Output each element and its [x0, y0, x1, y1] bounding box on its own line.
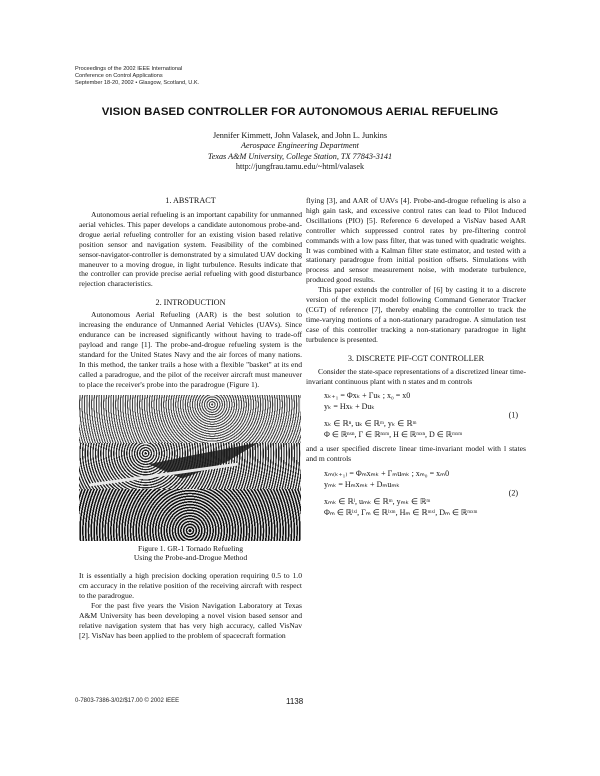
introduction-paragraph-2: It is essentially a high precision docking operation requiring 0.5 to 1.0 cm accuracy in the relative position of the receiving aircraft with respect to the paradrogue.	[79, 571, 302, 601]
equation-2-line-1: xₘ₍ₖ₊₁₎ = Φₘxₘₖ + Γₘuₘₖ ; xₘ₀ = xₘ0	[324, 469, 450, 479]
proceedings-line-3: September 18-20, 2002 • Glasgow, Scotland, U.K.	[75, 80, 200, 86]
author-department: Aerospace Engineering Department	[241, 141, 359, 151]
section-3-heading: 3. DISCRETE PIF-CGT CONTROLLER	[347, 353, 485, 363]
equation-2-line-2: yₘₖ = Hₘxₘₖ + Dₘuₘₖ	[324, 480, 400, 490]
proceedings-header	[75, 66, 199, 87]
right-column	[306, 196, 526, 522]
figure-1-caption	[79, 544, 302, 564]
author-names: Jennifer Kimmett, John Valasek, and John L. Junkins	[212, 131, 388, 140]
equation-2	[306, 468, 526, 518]
equation-2-line-3: xₘₖ ∈ ℝˡ, uₘₖ ∈ ℝᵐ, yₘₖ ∈ ℝᵐ	[324, 497, 431, 507]
right-paragraph-3: Consider the state-space representations of a discretized linear time-invariant continuous plant with n states and m controls	[306, 366, 526, 386]
figure-caption-line-1: Figure 1. GR-1 Tornado Refueling	[138, 543, 243, 553]
right-paragraph-2: This paper extends the controller of [6] by casting it to a discrete version of the explicit model following Command Generator Tracker (CGT) of reference [7], thereby enabling the controller to track the time-varying motions of a non-stationary paradrogue. A simulation test case of this controller tracking a non-stationary paradrogue in light turbulence is presented.	[306, 285, 526, 344]
author-block	[0, 131, 600, 173]
author-university: Texas A&M University, College Station, TX 77843-3141	[207, 151, 393, 161]
paper-title: VISION BASED CONTROLLER FOR AUTONOMOUS AERIAL REFUELING	[101, 106, 499, 118]
equation-1-line-3: xₖ ∈ ℝⁿ, uₖ ∈ ℝᵐ, yₖ ∈ ℝᵐ	[324, 419, 417, 429]
equation-1	[306, 390, 526, 440]
photo-sky	[79, 395, 301, 443]
introduction-heading: 2. INTRODUCTION	[155, 298, 226, 308]
proceedings-line-1: Proceedings of the 2002 IEEE International	[75, 66, 183, 72]
introduction-paragraph-3: For the past five years the Vision Navigation Laboratory at Texas A&M University has been developing a novel vision based sensor and relative navigation system that has very high accuracy, called VisNav [2]. VisNav has been applied to the problem of spacecraft formation	[79, 601, 302, 640]
proceedings-line-2: Conference on Control Applications	[75, 73, 163, 79]
left-column	[79, 196, 302, 641]
right-paragraph-4: and a user specified discrete linear time-invariant model with l states and m controls	[306, 444, 526, 464]
page-number: 1138	[286, 697, 304, 706]
equation-1-line-1: xₖ₊₁ = Φxₖ + Γuₖ ; x₀ = x0	[324, 391, 411, 401]
abstract-text: Autonomous aerial refueling is an important capability for unmanned aerial vehicles. This paper develops a candidate autonomous probe-and-drogue aerial refueling controller for an existing vision based relative position sensor and navigation system. Feasibility of the combined sensor-navigator-controller is demonstrated by a simulated UAV docking maneuver to a moving drogue, in light turbulence. Results indicate that the controller can provide precise aerial refueling with good disturbance rejection characteristics.	[79, 210, 302, 289]
equation-1-line-2: yₖ = Hxₖ + Duₖ	[324, 402, 375, 412]
figure-1-photo	[79, 395, 301, 541]
abstract-heading: 1. ABSTRACT	[165, 196, 216, 205]
right-paragraph-1: flying [3], and AAR of UAVs [4]. Probe-and-drogue refueling is also a high gain task, and excessive control rates can lead to Pilot Induced Oscillations (PIO) [5]. Reference 6 developed a VisNav based AAR controller which suppressed control rates by pre-filtering control commands with a low pass filter, that was tuned with quadratic weights. It was combined with a Kalman filter state estimator, and tested with a stationary paradrogue from initial position offsets. Simulations with process and sensor measurement noise, with moderate turbulence, produced good results.	[306, 196, 526, 285]
figure-caption-line-2: Using the Probe-and-Drogue Method	[133, 553, 248, 563]
author-url: http://jungfrau.tamu.edu/~html/valasek	[235, 162, 365, 172]
footer-isbn: 0-7803-7386-3/02/$17.00 © 2002 IEEE	[75, 698, 180, 704]
equation-1-line-4: Φ ∈ ℝⁿˣⁿ, Γ ∈ ℝⁿˣᵐ, H ∈ ℝᵐˣⁿ, D ∈ ℝᵐˣᵐ	[324, 430, 463, 440]
photo-ground	[79, 489, 301, 541]
introduction-paragraph-1: Autonomous Aerial Refueling (AAR) is the best solution to increasing the endurance of Unmanned Aerial Vehicles (UAVs). Since endurance can be increased significantly without having to trade-off payload and range [1]. The probe-and-drogue refueling system is the standard for the United States Navy and the air forces of many nations. In this method, the tanker trails a hose with a flexible "basket" at its end called a paradrogue, and the pilot of the receiver aircraft must maneuver to place the receiver's probe into the paradrogue (Figure 1).	[79, 310, 302, 389]
equation-1-number: (1)	[508, 410, 518, 420]
equation-2-number: (2)	[508, 488, 518, 498]
equation-2-line-4: Φₘ ∈ ℝˡˣˡ, Γₘ ∈ ℝˡˣᵐ, Hₘ ∈ ℝᵐˣˡ, Dₘ ∈ ℝᵐˣᵐ	[324, 508, 478, 518]
